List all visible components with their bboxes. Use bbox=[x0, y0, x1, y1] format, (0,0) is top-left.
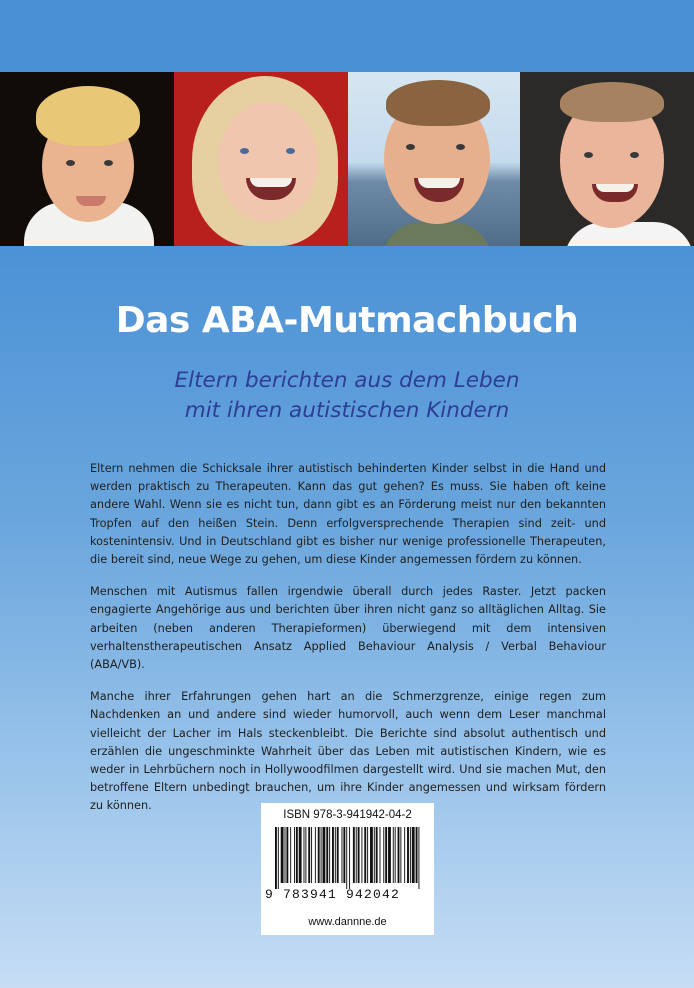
photo-child-2 bbox=[174, 72, 348, 246]
barcode-bars bbox=[275, 827, 421, 889]
barcode-stripe bbox=[329, 827, 330, 883]
photo-strip bbox=[0, 72, 694, 246]
barcode-stripe bbox=[367, 827, 368, 883]
barcode-box bbox=[261, 803, 434, 935]
barcode-stripe bbox=[305, 827, 306, 883]
barcode-stripe bbox=[380, 827, 381, 883]
subtitle-line-2: mit ihren autistischen Kindern bbox=[184, 398, 510, 423]
barcode-stripe bbox=[278, 827, 279, 889]
barcode-stripe bbox=[361, 827, 362, 883]
barcode-stripe bbox=[393, 827, 394, 883]
barcode-stripe bbox=[364, 827, 366, 883]
barcode-stripe bbox=[398, 827, 400, 883]
photo-child-3 bbox=[348, 72, 520, 246]
barcode-stripe bbox=[326, 827, 328, 883]
barcode-stripe bbox=[418, 827, 419, 889]
barcode-stripe bbox=[285, 827, 286, 883]
barcode-stripe bbox=[388, 827, 391, 883]
barcode-stripe bbox=[404, 827, 405, 883]
barcode-stripe bbox=[332, 827, 334, 883]
barcode-stripe bbox=[395, 827, 396, 883]
barcode-stripe bbox=[349, 827, 350, 889]
book-subtitle bbox=[0, 366, 694, 426]
barcode-stripe bbox=[337, 827, 339, 883]
blurb-paragraph-1: Eltern nehmen die Schicksale ihrer autistisch behinderten Kinder selbst in die Hand und werden praktisch zu Therapeuten. Kann das gut gehen? Es muss. Sie haben oft keine andere Wahl. Wenn sie es nicht tun, dann gibt es an Förderung meist nur den bekannten Tropfen auf den heißen Stein. Denn erfolgversprechende Therapien sind zeit- und kostenintensiv. Und in Deutschland gibt es bisher nur wenige professionelle Therapeuten, die bereit sind, neue Wege zu gehen, um diese Kinder angemessen fördern zu können. bbox=[90, 462, 606, 567]
barcode-stripe bbox=[286, 827, 288, 883]
blurb-text bbox=[90, 460, 606, 830]
barcode-stripe bbox=[315, 827, 316, 883]
isbn-number: ISBN 978-3-941942-04-2 bbox=[283, 809, 412, 821]
barcode-stripe bbox=[346, 827, 347, 889]
barcode-stripe bbox=[294, 827, 295, 883]
barcode-stripe bbox=[416, 827, 418, 883]
barcode-stripe bbox=[400, 827, 401, 883]
barcode-stripe bbox=[311, 827, 312, 883]
barcode-stripe bbox=[410, 827, 411, 883]
blurb-paragraph-2: Menschen mit Autismus fallen irgendwie überall durch jedes Raster. Jetzt packen engagierte Angehörige aus und berichten über ihren nicht ganz so alltäglichen Alltag. Sie arbeiten (neben anderen Therapieformen) überwiegend mit dem intensiven verhaltenstherapeutischen Ansatz Applied Behaviour Analysis / Verbal Behaviour (ABA/VB). bbox=[90, 585, 606, 672]
barcode-stripe bbox=[370, 827, 373, 883]
barcode-stripe bbox=[275, 827, 277, 889]
barcode-stripe bbox=[358, 827, 360, 883]
barcode-stripe bbox=[335, 827, 336, 883]
blurb-paragraph-3: Manche ihrer Erfahrungen gehen hart an die Schmerzgrenze, einige regen zum Nachdenken an und andere sind wieder humorvoll, auch wenn dem Leser manchmal vielleicht der Lacher im Hals steckenbleibt. Die Berichte sind absolut authentisch und erzählen die ungeschminkte Wahrheit über das Leben mit autistischen Kindern, wie es weder in Lehrbüchern noch in Hollywoodfilmen dargestellt wird. Und sie machen Mut, den betroffene Eltern unbedingt brauchen, um ihre Kinder angemessen und wirksam fördern zu können. bbox=[90, 690, 606, 813]
barcode-stripe bbox=[376, 827, 378, 883]
barcode-stripe bbox=[296, 827, 298, 883]
barcode-stripe bbox=[356, 827, 357, 883]
barcode-stripe bbox=[299, 827, 302, 883]
barcode-stripe bbox=[304, 827, 305, 883]
barcode-stripe bbox=[308, 827, 310, 883]
barcode-stripe bbox=[342, 827, 343, 883]
barcode-stripe bbox=[383, 827, 384, 883]
subtitle-line-1: Eltern berichten aus dem Leben bbox=[174, 368, 520, 393]
photo-child-1 bbox=[0, 72, 174, 246]
barcode-stripe bbox=[343, 827, 345, 883]
barcode-stripe bbox=[353, 827, 355, 883]
barcode-stripe bbox=[385, 827, 387, 883]
barcode-stripe bbox=[374, 827, 375, 883]
photo-child-4 bbox=[520, 72, 694, 246]
barcode-stripe bbox=[407, 827, 409, 883]
barcode-digits: 9 783941 942042 bbox=[265, 887, 401, 902]
barcode-stripe bbox=[318, 827, 320, 883]
barcode-stripe bbox=[412, 827, 415, 883]
barcode-stripe bbox=[323, 827, 326, 883]
barcode-stripe bbox=[281, 827, 284, 883]
barcode-stripe bbox=[321, 827, 322, 883]
barcode-stripe bbox=[290, 827, 291, 883]
book-title: Das ABA-Mutmachbuch bbox=[115, 300, 579, 341]
publisher-url: www.dannne.de bbox=[308, 916, 387, 928]
